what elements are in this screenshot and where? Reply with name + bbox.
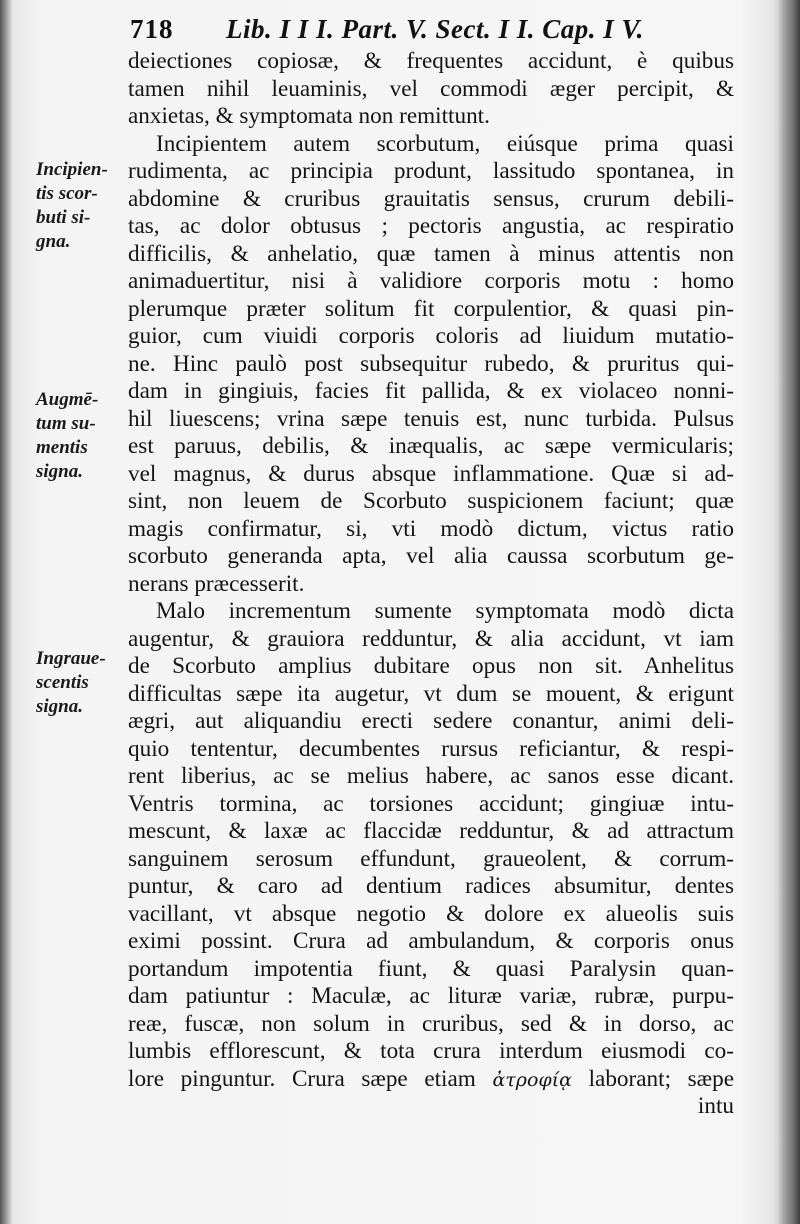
- text-line: vel magnus, & durus absque inflammatione. Quæ si ad-: [128, 460, 734, 487]
- margin-note-line: mentis: [36, 437, 88, 458]
- margin-note-line: tis scor-: [36, 183, 98, 204]
- text-line: portandum impotentia fiunt, & quasi Paralysin quan-: [128, 955, 734, 982]
- text-line: ne. Hinc paulò post subsequitur rubedo, & pruritus qui-: [128, 350, 734, 377]
- margin-note-line: Augmē-: [36, 389, 99, 410]
- text-line: rudimenta, ac principia produnt, lassitudo spontanea, in: [128, 158, 734, 184]
- text-line: rent liberius, ac se melius habere, ac sanos esse dicant.: [128, 763, 734, 789]
- margin-note-augmentum: [36, 388, 122, 484]
- text-line: quio tententur, decumbentes rursus reficiantur, & respi-: [128, 735, 734, 762]
- text-line: lumbis efflorescunt, & tota crura interdum eiusmodi co-: [128, 1038, 734, 1064]
- page-number: 718: [130, 14, 174, 44]
- text-line: sint, non leuem de Scorbuto suspicionem faciunt; quæ: [128, 488, 734, 514]
- margin-note-line: gna.: [36, 231, 71, 252]
- margin-note-line: signa.: [36, 461, 83, 482]
- text-line: ægri, aut aliquandiu erecti sedere conantur, animi deli-: [128, 708, 734, 734]
- text-line: hil liuescens; vrina sæpe tenuis est, nunc turbida. Pulsus: [128, 405, 734, 432]
- margin-note-line: signa.: [36, 696, 83, 717]
- margin-note-incipientis: [36, 158, 122, 254]
- greek-word: ἀτροφίᾳ: [492, 1068, 572, 1091]
- margin-note-ingrauescentis: [36, 647, 122, 719]
- margin-note-line: Incipien-: [36, 159, 108, 180]
- text-line: eximi possint. Crura ad ambulandum, & corporis onus: [128, 928, 734, 954]
- text-line: Ventris tormina, ac torsiones accidunt; gingiuæ intu-: [128, 790, 734, 817]
- margin-note-line: buti si-: [36, 207, 91, 228]
- text-line: anxietas, & symptomata non remittunt.: [128, 103, 490, 129]
- text-line: mescunt, & laxæ ac flaccidæ redduntur, & ad attractum: [128, 818, 734, 844]
- text-line: Incipientem autem scorbutum, eiúsque prima quasi: [156, 130, 734, 157]
- text-line: deiectiones copiosæ, & frequentes accidunt, è quibus: [128, 48, 734, 74]
- text-line: augentur, & grauiora redduntur, & alia accidunt, vt iam: [128, 625, 734, 652]
- text-line: Malo incrementum sumente symptomata modò dicta: [156, 598, 734, 624]
- catchword: intu: [697, 1093, 734, 1119]
- text-line: nerans præcesserit.: [128, 570, 305, 597]
- text-segment: laborant; sæpe: [588, 1065, 734, 1092]
- text-line: difficultas sæpe ita augetur, vt dum se mouent, & erigunt: [128, 680, 734, 707]
- text-line: dam in gingiuis, facies fit pallida, & ex violaceo nonni-: [128, 378, 734, 404]
- text-line: abdomine & cruribus grauitatis sensus, crurum debili-: [128, 185, 734, 212]
- text-line: tamen nihil leuaminis, vel commodi æger percipit, &: [128, 75, 734, 102]
- margin-note-line: Ingraue-: [36, 648, 106, 669]
- margin-note-line: scentis: [36, 672, 89, 693]
- text-line: de Scorbuto amplius dubitare opus non sit. Anhelitus: [128, 653, 734, 679]
- text-line: guior, cum viuidi corporis coloris ad liuidum mutatio-: [128, 323, 734, 349]
- text-line: reæ, fuscæ, non solum in cruribus, sed & in dorso, ac: [128, 1010, 734, 1037]
- text-line: scorbuto generanda apta, vel alia caussa scorbutum ge-: [128, 543, 734, 569]
- text-line: vacillant, vt absque negotio & dolore ex alueolis suis: [128, 900, 734, 927]
- text-line: plerumque præter solitum fit corpulentior, & quasi pin-: [128, 295, 734, 322]
- text-line: est paruus, debilis, & inæqualis, ac sæpe vermicularis;: [128, 433, 734, 459]
- text-line: tas, ac dolor obtusus ; pectoris angustia, ac respiratio: [128, 213, 734, 239]
- text-line: puntur, & caro ad dentium radices absumitur, dentes: [128, 873, 734, 899]
- margin-note-line: tum su-: [36, 413, 96, 434]
- text-line: difficilis, & anhelatio, quæ tamen à minus attentis non: [128, 240, 734, 267]
- text-line: sanguinem serosum effundunt, graueolent, & corrum-: [128, 845, 734, 872]
- text-line-with-greek: [128, 1066, 734, 1094]
- running-head: Lib. I I I. Part. V. Sect. I I. Cap. I V.: [226, 14, 644, 44]
- text-line: animaduertitur, nisi à validiore corporis motu : homo: [128, 268, 734, 294]
- text-line: magis confirmatur, si, vti modò dictum, victus ratio: [128, 515, 734, 542]
- text-segment: lore pinguntur. Crura sæpe etiam: [128, 1065, 476, 1092]
- body-text: [128, 48, 734, 1121]
- text-line: dam patiuntur : Maculæ, ac lituræ variæ, rubræ, purpu-: [128, 983, 734, 1009]
